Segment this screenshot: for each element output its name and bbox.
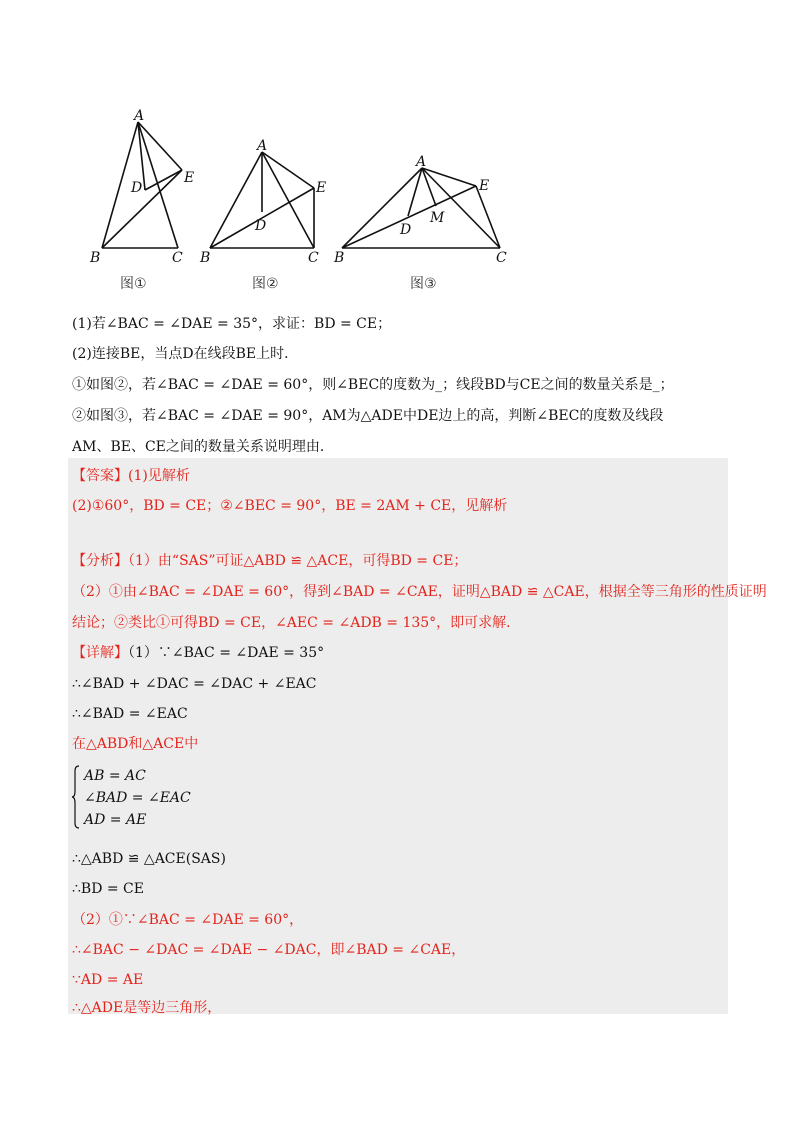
detail-tag: 【详解】	[72, 645, 128, 661]
detail-line-10: ∴△ADE是等边三角形，	[72, 1000, 222, 1016]
fig2-point-d: D	[255, 218, 267, 234]
detail-line-1	[72, 643, 324, 663]
detail-line-9: ∵AD = AE	[72, 972, 144, 988]
detail-line-8: ∴∠BAC − ∠DAC = ∠DAE − ∠DAC，即∠BAD = ∠CAE，	[72, 942, 466, 958]
detail-text-1: （1）∵∠BAC = ∠DAE = 35°	[128, 645, 325, 661]
fig2-point-a: A	[257, 138, 268, 154]
fig2-point-c: C	[308, 250, 319, 266]
fig3-point-b: B	[334, 250, 345, 266]
fig1-point-b: B	[90, 250, 101, 266]
detail-line-4: 在△ABD和△ACE中	[72, 736, 199, 752]
detail-line-5: ∴△ABD ≌ △ACE(SAS)	[72, 851, 226, 867]
fig3-point-c: C	[496, 250, 507, 266]
question-part-2-1: ①如图②，若∠BAC = ∠DAE = 60°，则∠BEC的度数为_；线段BD与CE之间的数量关系是_；	[72, 377, 674, 393]
analysis-tag: 【分析】	[72, 553, 128, 569]
fig1-point-d: D	[131, 180, 143, 196]
question-part-2: (2)连接BE，当点D在线段BE上时．	[72, 346, 299, 362]
figure-3	[342, 168, 500, 248]
detail-line-2: ∴∠BAD + ∠DAC = ∠DAC + ∠EAC	[72, 676, 317, 692]
fig1-point-a: A	[134, 108, 145, 124]
detail-line-7: （2）①∵∠BAC = ∠DAE = 60°，	[72, 912, 304, 928]
fig3-point-e: E	[479, 178, 490, 194]
fig3-point-d: D	[400, 222, 412, 238]
fig2-point-e: E	[316, 180, 327, 196]
analysis-line-2: （2）①由∠BAC = ∠DAE = 60°，得到∠BAD = ∠CAE，证明△BAD ≌ △CAE，根据全等三角形的性质证明	[72, 584, 767, 600]
fig3-label: 图③	[410, 276, 437, 292]
fig3-point-m: M	[430, 210, 445, 226]
analysis-line-3: 结论；②类比①可得BD = CE，∠AEC = ∠ADB = 135°，即可求解．	[72, 615, 521, 631]
detail-line-3: ∴∠BAD = ∠EAC	[72, 706, 188, 722]
fig2-point-b: B	[200, 250, 211, 266]
analysis-line-1	[72, 551, 467, 571]
detail-line-6: ∴BD = CE	[72, 881, 144, 897]
question-part-2-2-cont: AM、BE、CE之间的数量关系说明理由．	[72, 439, 334, 455]
answer-part-2: (2)①60°，BD = CE；②∠BEC = 90°，BE = 2AM + CE，见解析	[72, 498, 508, 514]
answer-tag: 【答案】	[72, 468, 128, 484]
fig3-point-a: A	[416, 154, 427, 170]
question-part-1: (1)若∠BAC = ∠DAE = 35°，求证：BD = CE；	[72, 316, 392, 332]
left-brace-icon	[72, 765, 80, 829]
fig1-label: 图①	[120, 276, 147, 292]
condition-3: AD = AE	[84, 812, 147, 828]
answer-part-1: (1)见解析	[128, 468, 190, 484]
fig2-label: 图②	[252, 276, 279, 292]
condition-2: ∠BAD = ∠EAC	[84, 790, 191, 806]
geometry-figures	[80, 100, 540, 300]
question-part-2-2: ②如图③，若∠BAC = ∠DAE = 90°，AM为△ADE中DE边上的高，判断∠BEC的度数及线段	[72, 408, 664, 424]
condition-1: AB = AC	[84, 768, 146, 784]
analysis-text-1: （1）由“SAS”可证△ABD ≌ △ACE，可得BD = CE；	[128, 553, 468, 569]
answer-line-1	[72, 466, 190, 486]
fig1-point-c: C	[172, 250, 183, 266]
fig1-point-e: E	[184, 170, 195, 186]
